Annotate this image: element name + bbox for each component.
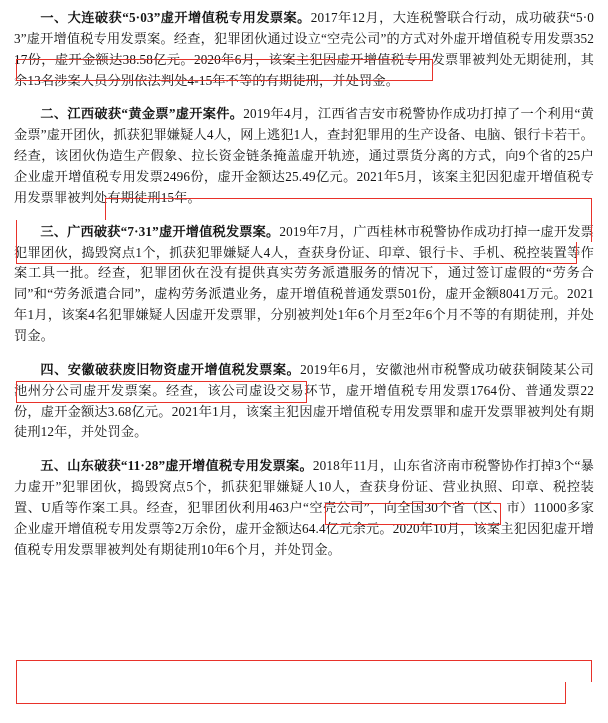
case-paragraph-2 bbox=[14, 104, 594, 208]
case-section-2 bbox=[14, 104, 594, 208]
case-paragraph-3 bbox=[14, 222, 594, 347]
case-heading-2: 二、江西破获“黄金票”虚开案件。 bbox=[40, 106, 244, 122]
case-section-5 bbox=[14, 456, 594, 560]
case-paragraph-4 bbox=[14, 360, 594, 443]
case-heading-3: 三、广西破获“7·31”虚开增值税发票案。 bbox=[40, 223, 280, 239]
case-section-4 bbox=[14, 360, 594, 443]
case-paragraph-1 bbox=[14, 8, 594, 91]
case-body-1: 2017年12月，大连税警联合行动，成功破获“5·03”虚开增值税专用发票案。经查，犯罪团伙通过设立“空壳公司”的方式对外虚开增值税专用发票35217份，虚开金额达38.58亿元。2020年6月，该案主犯因虚开增值税专用发票罪被判处无期徒刑，其余13名涉案人员分别依法判处4-15年不等的有期徒刑，并处罚金。 bbox=[14, 10, 594, 88]
case-body-3: 2019年7月，广西桂林市税警协作成功打掉一虚开发票犯罪团伙，捣毁窝点1个，抓获犯罪嫌疑人4人，查获身份证、印章、银行卡、手机、税控装置等作案工具一批。经查，犯罪团伙在没有提供真实劳务派遣服务的情况下，通过签订虚假的“劳务合同”和“劳务派遣合同”，虚构劳务派遣业务，虚开增值税普通发票501份，虚开金额8041万元。2021年1月，该案4名犯罪嫌疑人因虚开发票罪，分别被判处1年6个月至2年6个月不等的有期徒刑，并处罚金。 bbox=[14, 223, 594, 344]
case-heading-4: 四、安徽破获废旧物资虚开增值税发票案。 bbox=[40, 361, 301, 377]
case-body-4: 2019年6月，安徽池州市税警成功破获铜陵某公司池州分公司虚开发票案。经查，该公司虚设交易环节，虚开增值税专用发票1764份、普通发票22份，虚开金额达3.68亿元。2021年1月，该案主犯因虚开增值税专用发票罪和虚开发票罪被判处有期徒刑12年，并处罚金。 bbox=[14, 361, 594, 440]
case-section-3 bbox=[14, 222, 594, 347]
case-paragraph-5 bbox=[14, 456, 594, 560]
case-section-1 bbox=[14, 8, 594, 91]
case-heading-1: 一、大连破获“5·03”虚开增值税专用发票案。 bbox=[40, 10, 311, 25]
highlight-box-case-5-line-2 bbox=[16, 682, 566, 704]
case-body-2: 2019年4月，江西省吉安市税警协作成功打掉了一个利用“黄金票”虚开团伙，抓获犯罪嫌疑人4人，网上逃犯1人，查封犯罪用的生产设备、电脑、银行卡若干。经查，该团伙伪造生产假象、拉长资金链条掩盖虚开轨迹，通过票货分离的方式，向9个省的25户企业虚开增值税专用发票2496份，虚开金额达25.49亿元。2021年5月，该案主犯因犯虚开增值税专用发票罪被判处有期徒刑15年。 bbox=[14, 106, 594, 205]
case-body-5: 2018年11月，山东省济南市税警协作打掉3个“暴力虚开”犯罪团伙，捣毁窝点5个，抓获犯罪嫌疑人10人，查获身份证、营业执照、印章、税控装置、U盾等作案工具。经查，犯罪团伙利用463户“空壳公司”，向全国30个省（区、市）11000多家企业虚开增值税专用发票等2万余份，虚开金额达64.4亿元余元。2020年10月，该案主犯因犯虚开增值税专用发票罪被判处有期徒刑10年6个月，并处罚金。 bbox=[14, 458, 594, 557]
case-heading-5: 五、山东破获“11·28”虚开增值税专用发票案。 bbox=[40, 458, 313, 474]
highlight-box-case-5-line-1 bbox=[16, 660, 592, 682]
